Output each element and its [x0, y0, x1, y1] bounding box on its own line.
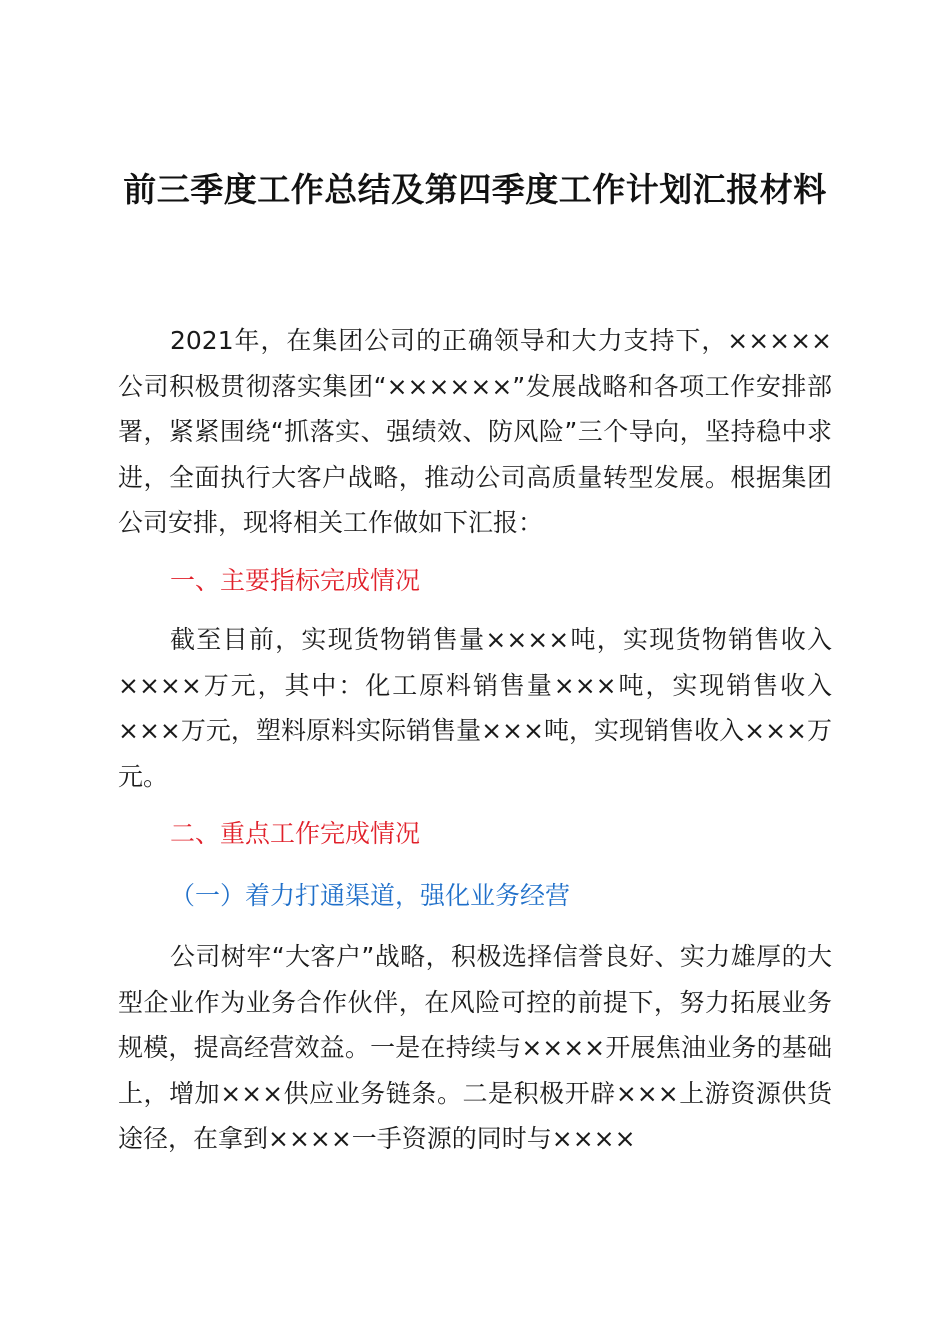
section-2-heading: 二、重点工作完成情况	[170, 819, 421, 848]
intro-paragraph: 2021年，在集团公司的正确领导和大力支持下，×××××公司积极贯彻落实集团“××××××”发展战略和各项工作安排部署，紧紧围绕“抓落实、强绩效、防风险”三个导向，坚持稳中求进，全面执行大客户战略，推动公司高质量转型发展。根据集团公司安排，现将相关工作做如下汇报：	[118, 326, 832, 537]
section-1-heading: 一、主要指标完成情况	[170, 566, 421, 595]
document-title: 前三季度工作总结及第四季度工作计划汇报材料	[123, 170, 827, 209]
subsection-1-heading: （一）着力打通渠道，强化业务经营	[170, 881, 571, 910]
section-1-paragraph: 截至目前，实现货物销售量××××吨，实现货物销售收入××××万元，其中：化工原料销售量×××吨，实现销售收入×××万元，塑料原料实际销售量×××吨，实现销售收入×××万元。	[118, 625, 832, 791]
subsection-1-paragraph: 公司树牢“大客户”战略，积极选择信誉良好、实力雄厚的大型企业作为业务合作伙伴，在风险可控的前提下，努力拓展业务规模，提高经营效益。一是在持续与××××开展焦油业务的基础上，增加×××供应业务链条。二是积极开辟×××上游资源供货途径，在拿到××××一手资源的同时与××××	[118, 942, 832, 1153]
